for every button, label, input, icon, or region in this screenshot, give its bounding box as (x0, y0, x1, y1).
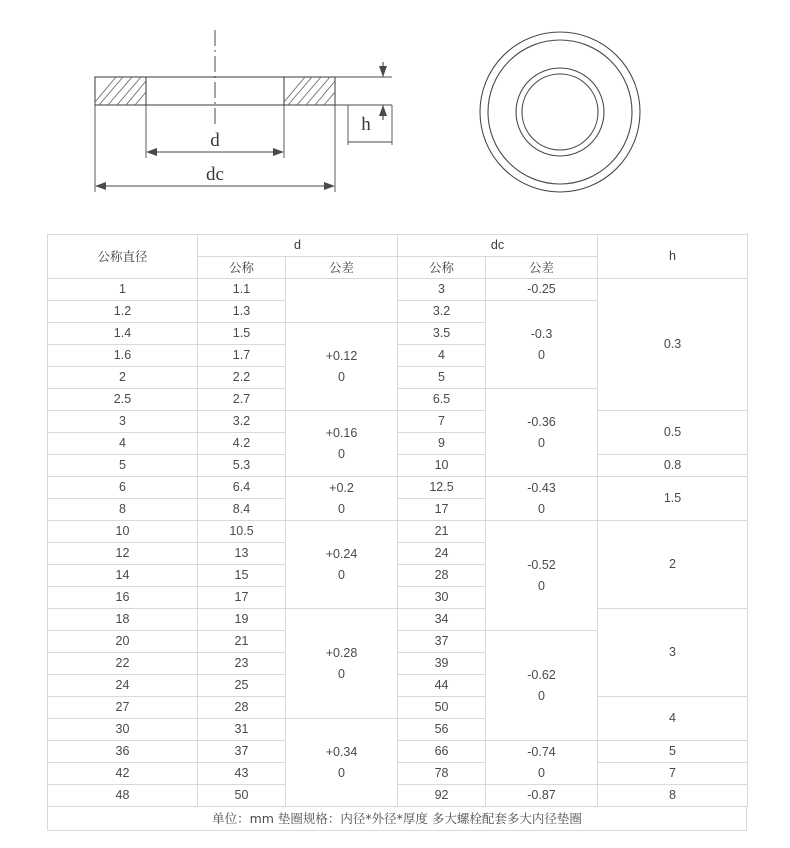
cell-d-tolerance: +0.34 0 (286, 719, 398, 807)
dimension-label-dc: dc (206, 164, 224, 185)
col-header-d-tolerance: 公差 (286, 257, 398, 279)
cell-dc-tolerance: -0.25 (486, 279, 598, 301)
cell-nominal-diameter: 4 (48, 433, 198, 455)
cell-d-tolerance (286, 279, 398, 323)
table-row (48, 697, 748, 719)
cell-dc-nominal: 12.5 (398, 477, 486, 499)
cell-d-tolerance: +0.12 0 (286, 323, 398, 411)
cell-d-nominal: 28 (198, 697, 286, 719)
cell-nominal-diameter: 1.2 (48, 301, 198, 323)
cell-nominal-diameter: 16 (48, 587, 198, 609)
cell-dc-nominal: 28 (398, 565, 486, 587)
cell-dc-nominal: 17 (398, 499, 486, 521)
cell-nominal-diameter: 24 (48, 675, 198, 697)
cell-dc-nominal: 44 (398, 675, 486, 697)
col-header-dc: dc (398, 235, 598, 257)
table-footer-note: 单位：mm 垫圈规格：内径*外径*厚度 多大螺栓配套多大内径垫圈 (47, 807, 747, 831)
cell-d-tolerance: +0.16 0 (286, 411, 398, 477)
cell-dc-nominal: 66 (398, 741, 486, 763)
cell-dc-nominal: 37 (398, 631, 486, 653)
cell-nominal-diameter: 6 (48, 477, 198, 499)
table-row (48, 785, 748, 807)
cell-dc-tolerance: -0.62 0 (486, 631, 598, 741)
cell-dc-nominal: 7 (398, 411, 486, 433)
cell-d-nominal: 17 (198, 587, 286, 609)
spec-table-wrap (47, 234, 747, 831)
cell-d-nominal: 21 (198, 631, 286, 653)
cell-dc-nominal: 78 (398, 763, 486, 785)
cell-dc-nominal: 30 (398, 587, 486, 609)
cell-dc-nominal: 50 (398, 697, 486, 719)
dimension-label-h: h (361, 114, 371, 135)
cell-h: 1.5 (598, 477, 748, 521)
washer-drawing (0, 0, 790, 228)
cell-dc-nominal: 39 (398, 653, 486, 675)
cell-d-nominal: 43 (198, 763, 286, 785)
cell-d-tolerance: +0.24 0 (286, 521, 398, 609)
table-row (48, 521, 748, 543)
cell-h: 3 (598, 609, 748, 697)
table-row (48, 455, 748, 477)
cell-h: 2 (598, 521, 748, 609)
col-header-d-nominal: 公称 (198, 257, 286, 279)
cell-nominal-diameter: 1 (48, 279, 198, 301)
cell-h: 0.3 (598, 279, 748, 411)
hatch-left (95, 77, 146, 105)
col-header-dc-nominal: 公称 (398, 257, 486, 279)
cell-d-nominal: 2.2 (198, 367, 286, 389)
cell-dc-nominal: 3.2 (398, 301, 486, 323)
cell-nominal-diameter: 1.4 (48, 323, 198, 345)
cell-dc-nominal: 24 (398, 543, 486, 565)
washer-hole-circle (516, 68, 604, 156)
cell-nominal-diameter: 20 (48, 631, 198, 653)
cell-d-nominal: 1.3 (198, 301, 286, 323)
cell-d-nominal: 31 (198, 719, 286, 741)
cell-d-nominal: 1.1 (198, 279, 286, 301)
cell-dc-nominal: 5 (398, 367, 486, 389)
cell-d-tolerance: +0.28 0 (286, 609, 398, 719)
col-header-h: h (598, 235, 748, 279)
col-header-nominal-diameter: 公称直径 (48, 235, 198, 279)
cell-d-nominal: 25 (198, 675, 286, 697)
cell-nominal-diameter: 10 (48, 521, 198, 543)
table-row (48, 279, 748, 301)
cell-d-nominal: 1.7 (198, 345, 286, 367)
table-row (48, 741, 748, 763)
table-head (48, 235, 748, 279)
cell-d-nominal: 8.4 (198, 499, 286, 521)
cell-nominal-diameter: 18 (48, 609, 198, 631)
washer-hole-inner-circle (522, 74, 598, 150)
cell-d-nominal: 3.2 (198, 411, 286, 433)
cell-dc-nominal: 92 (398, 785, 486, 807)
table-head-row-1 (48, 235, 748, 257)
cell-d-tolerance: +0.2 0 (286, 477, 398, 521)
cell-dc-nominal: 21 (398, 521, 486, 543)
cell-dc-nominal: 10 (398, 455, 486, 477)
spec-table (47, 234, 748, 807)
cell-d-nominal: 5.3 (198, 455, 286, 477)
cell-nominal-diameter: 27 (48, 697, 198, 719)
cell-d-nominal: 19 (198, 609, 286, 631)
cell-h: 0.8 (598, 455, 748, 477)
table-row (48, 763, 748, 785)
cell-nominal-diameter: 8 (48, 499, 198, 521)
col-header-dc-tolerance: 公差 (486, 257, 598, 279)
cell-d-nominal: 1.5 (198, 323, 286, 345)
cell-dc-tolerance: -0.43 0 (486, 477, 598, 521)
cell-nominal-diameter: 48 (48, 785, 198, 807)
cell-d-nominal: 6.4 (198, 477, 286, 499)
cell-nominal-diameter: 36 (48, 741, 198, 763)
drawing-svg (0, 0, 790, 228)
cell-d-nominal: 50 (198, 785, 286, 807)
table-row (48, 609, 748, 631)
cell-dc-nominal: 56 (398, 719, 486, 741)
cell-nominal-diameter: 22 (48, 653, 198, 675)
cell-h: 0.5 (598, 411, 748, 455)
hatch-right (284, 77, 335, 105)
cell-dc-tolerance: -0.36 0 (486, 389, 598, 477)
cell-d-nominal: 37 (198, 741, 286, 763)
cell-nominal-diameter: 14 (48, 565, 198, 587)
cell-nominal-diameter: 1.6 (48, 345, 198, 367)
cell-d-nominal: 2.7 (198, 389, 286, 411)
cell-dc-nominal: 34 (398, 609, 486, 631)
table-row (48, 411, 748, 433)
cell-dc-nominal: 3.5 (398, 323, 486, 345)
dimension-label-d: d (210, 130, 220, 151)
cell-d-nominal: 15 (198, 565, 286, 587)
cell-d-nominal: 10.5 (198, 521, 286, 543)
cell-d-nominal: 13 (198, 543, 286, 565)
cell-h: 5 (598, 741, 748, 763)
cell-dc-tolerance: -0.3 0 (486, 301, 598, 389)
cell-dc-tolerance: -0.74 0 (486, 741, 598, 785)
cell-dc-nominal: 4 (398, 345, 486, 367)
cell-dc-nominal: 3 (398, 279, 486, 301)
cell-nominal-diameter: 12 (48, 543, 198, 565)
col-header-d: d (198, 235, 398, 257)
washer-outer-inner-circle (488, 40, 632, 184)
cell-h: 4 (598, 697, 748, 741)
cell-h: 7 (598, 763, 748, 785)
cell-nominal-diameter: 42 (48, 763, 198, 785)
cell-h: 8 (598, 785, 748, 807)
cell-nominal-diameter: 2.5 (48, 389, 198, 411)
cell-nominal-diameter: 2 (48, 367, 198, 389)
cell-nominal-diameter: 5 (48, 455, 198, 477)
cell-d-nominal: 23 (198, 653, 286, 675)
cell-nominal-diameter: 30 (48, 719, 198, 741)
cell-d-nominal: 4.2 (198, 433, 286, 455)
table-body (48, 279, 748, 807)
cell-dc-nominal: 6.5 (398, 389, 486, 411)
cell-dc-nominal: 9 (398, 433, 486, 455)
cell-nominal-diameter: 3 (48, 411, 198, 433)
table-row (48, 477, 748, 499)
cell-dc-tolerance: -0.52 0 (486, 521, 598, 631)
cell-dc-tolerance: -0.87 (486, 785, 598, 807)
washer-outer-circle (480, 32, 640, 192)
